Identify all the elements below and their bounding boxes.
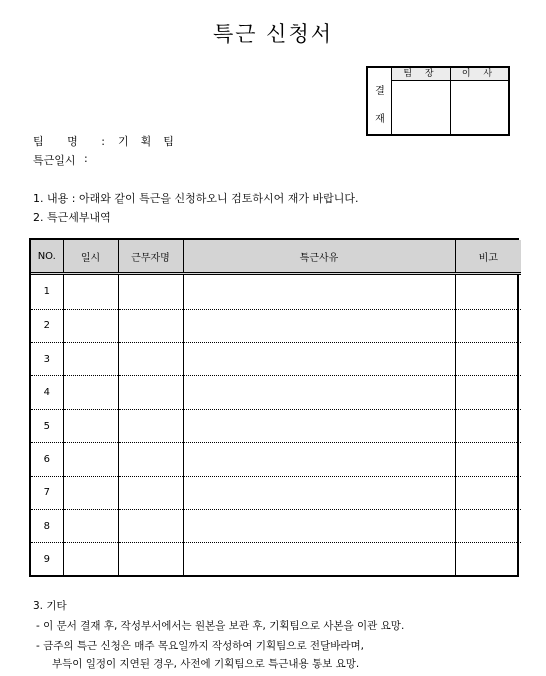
- remarks-cell[interactable]: [455, 343, 521, 376]
- table-row: [31, 509, 521, 542]
- reason-cell[interactable]: [183, 343, 455, 376]
- date-cell[interactable]: [63, 509, 118, 542]
- approval-side-bottom: 재: [375, 114, 385, 125]
- table-row: [31, 309, 521, 342]
- header-date: 일시: [63, 240, 118, 274]
- date-cell[interactable]: [63, 543, 118, 575]
- worker-cell[interactable]: [118, 309, 183, 342]
- header-worker-name: 근무자명: [118, 240, 183, 274]
- approval-header-team-lead: 팀 장: [392, 68, 450, 81]
- remarks-cell[interactable]: [455, 543, 521, 575]
- table-row: [31, 543, 521, 575]
- remarks-cell[interactable]: [455, 309, 521, 342]
- reason-cell[interactable]: [183, 476, 455, 509]
- date-cell[interactable]: [63, 443, 118, 476]
- reason-cell[interactable]: [183, 309, 455, 342]
- header-remarks: 비고: [455, 240, 521, 274]
- note-2: - 금주의 특근 신청은 매주 목요일까지 작성하여 기획팀으로 전달바라며,: [36, 640, 364, 652]
- section-2-heading: 2. 특근세부내역: [33, 211, 111, 224]
- overtime-detail-table: [29, 238, 519, 577]
- row-number: 1: [43, 286, 50, 298]
- row-number: 4: [31, 376, 63, 409]
- approval-header-director: 이 사: [451, 68, 508, 81]
- approval-column-director: [451, 68, 508, 134]
- row-number: 8: [31, 509, 63, 542]
- worker-cell[interactable]: [118, 443, 183, 476]
- approval-column-team-lead: [392, 68, 451, 134]
- remarks-cell[interactable]: [455, 376, 521, 409]
- document-title: 특근 신청서: [212, 22, 334, 46]
- table-row: [31, 376, 521, 409]
- table-row: [31, 343, 521, 376]
- date-cell[interactable]: [63, 343, 118, 376]
- approval-side-top: 결: [375, 86, 385, 97]
- date-cell[interactable]: [63, 409, 118, 442]
- remarks-cell[interactable]: [455, 443, 521, 476]
- reason-cell[interactable]: [183, 509, 455, 542]
- reason-cell[interactable]: [183, 443, 455, 476]
- note-1: - 이 문서 결재 후, 작성부서에서는 원본을 보관 후, 기획팀으로 사본을 이관 요망.: [36, 620, 405, 632]
- table-row: [31, 274, 521, 310]
- reason-cell[interactable]: [183, 376, 455, 409]
- remarks-cell[interactable]: [455, 409, 521, 442]
- approval-box: [366, 66, 510, 136]
- reason-cell[interactable]: [183, 543, 455, 575]
- row-number: 9: [31, 543, 63, 575]
- worker-cell[interactable]: [118, 376, 183, 409]
- header-no: NO.: [31, 240, 63, 274]
- worker-cell[interactable]: [118, 509, 183, 542]
- overtime-date-colon: :: [84, 152, 88, 165]
- row-number: 7: [31, 476, 63, 509]
- team-value: 기획팀: [118, 135, 186, 148]
- remarks-cell[interactable]: [455, 509, 521, 542]
- approval-side-label: [368, 68, 392, 134]
- note-3: 부득이 일정이 지연된 경우, 사전에 기획팀으로 특근내용 통보 요망.: [52, 658, 360, 670]
- table-header-row: [31, 240, 521, 274]
- reason-cell[interactable]: [183, 409, 455, 442]
- worker-cell[interactable]: [118, 476, 183, 509]
- row-number: 3: [31, 343, 63, 376]
- worker-cell[interactable]: [118, 343, 183, 376]
- section-1-content: 1. 내용 : 아래와 같이 특근을 신청하오니 검토하시어 재가 바랍니다.: [33, 192, 359, 205]
- worker-cell[interactable]: [118, 409, 183, 442]
- section-3-heading: 3. 기타: [33, 600, 67, 612]
- row-number: 6: [31, 443, 63, 476]
- date-cell[interactable]: [63, 476, 118, 509]
- reason-cell[interactable]: [183, 274, 455, 310]
- date-cell[interactable]: [63, 309, 118, 342]
- date-cell[interactable]: [63, 274, 118, 310]
- row-number: 5: [31, 409, 63, 442]
- table-row: [31, 443, 521, 476]
- table-row: [31, 476, 521, 509]
- worker-cell[interactable]: [118, 543, 183, 575]
- date-cell[interactable]: [63, 376, 118, 409]
- worker-cell[interactable]: [118, 274, 183, 310]
- overtime-date-label: 특근일시: [33, 154, 76, 167]
- header-reason: 특근사유: [183, 240, 455, 274]
- team-label: 팀 명 :: [33, 135, 115, 148]
- row-number: 2: [31, 309, 63, 342]
- remarks-cell[interactable]: [455, 476, 521, 509]
- table-row: [31, 409, 521, 442]
- remarks-cell[interactable]: [455, 274, 521, 310]
